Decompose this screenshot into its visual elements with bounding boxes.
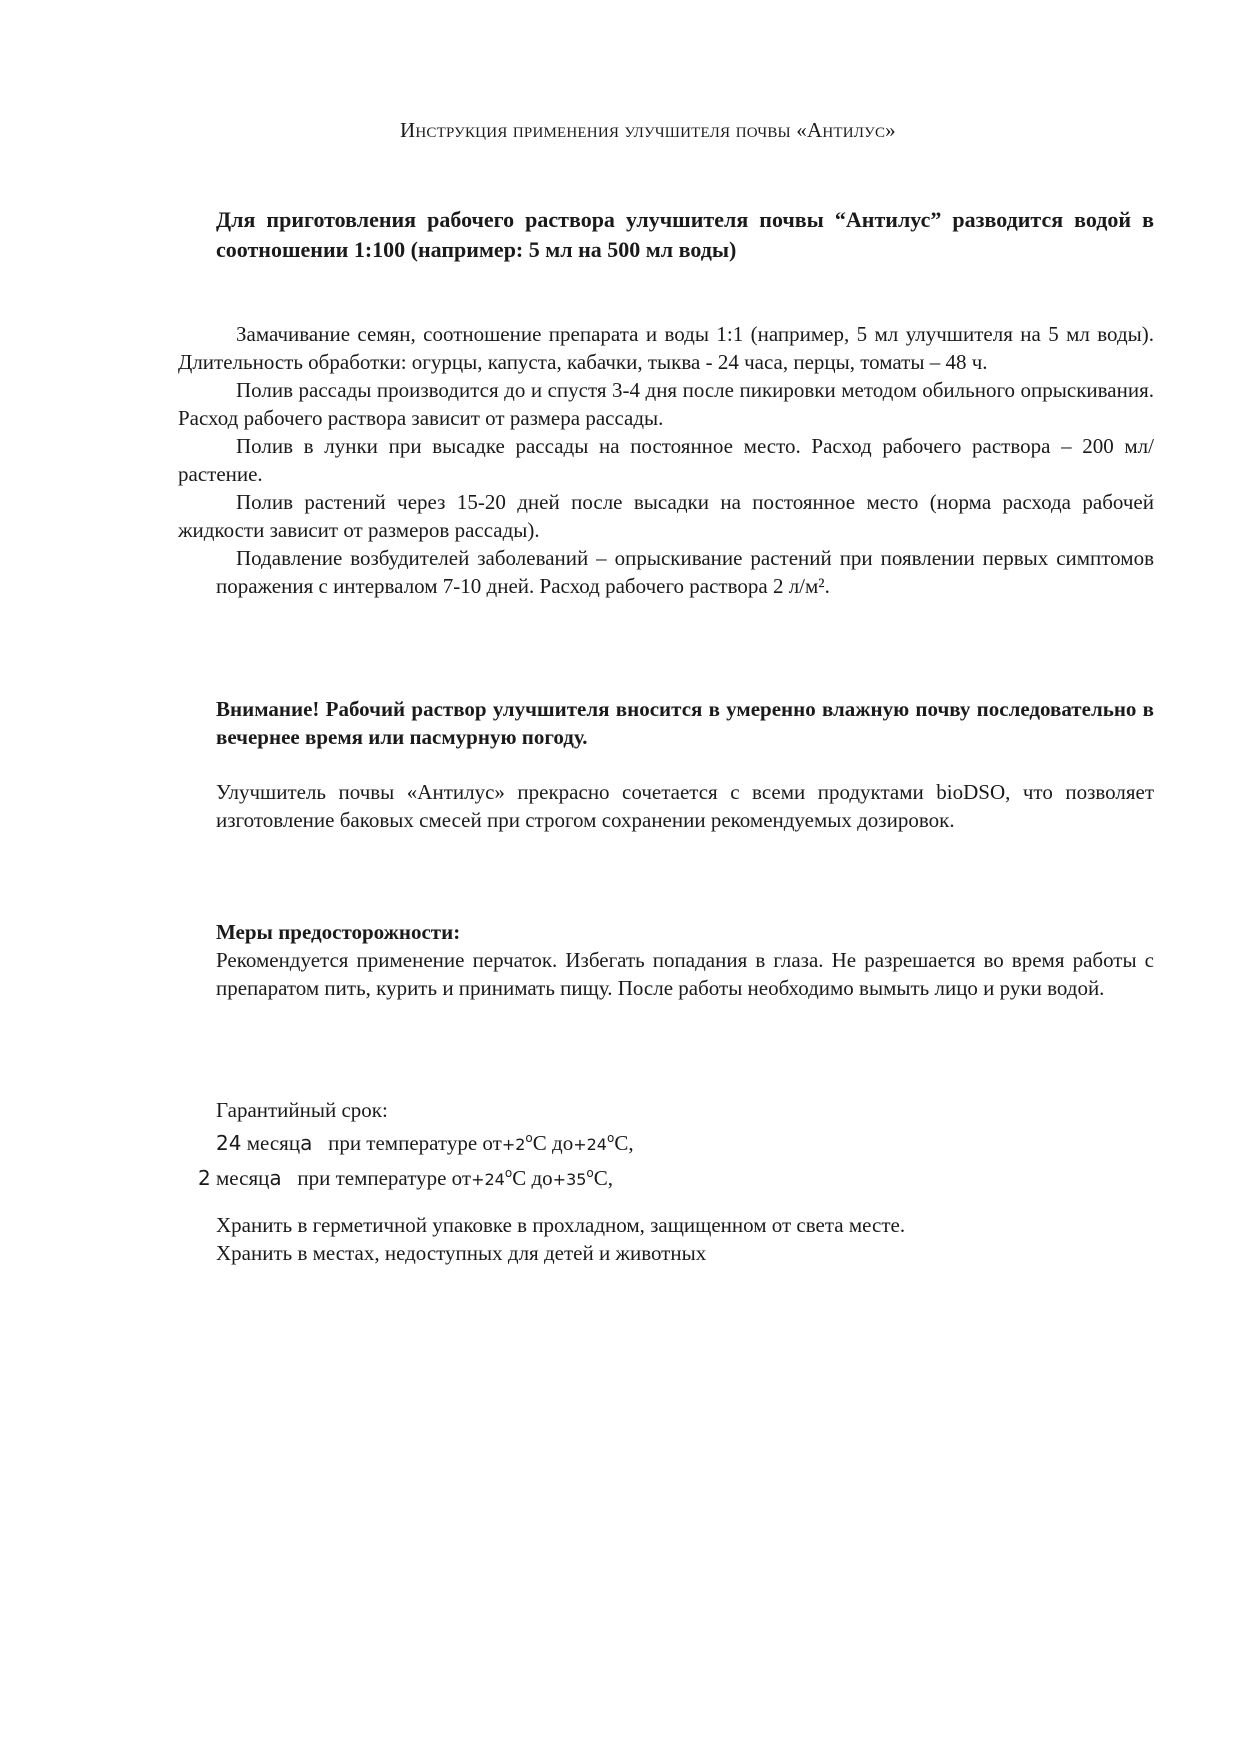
warranty-line-1: 24 месяца при температуре $от+2^oС$ $до+24^oС$, bbox=[216, 1131, 634, 1155]
warranty-heading: Гарантийный срок: bbox=[216, 1098, 388, 1122]
dilution-instruction: Для приготовления рабочего раствора улучшителя почвы “Антилус” разводится водой в соотношении 1:100 (например: 5 мл на 500 мл воды) bbox=[216, 207, 1154, 262]
warranty-line-2: 2 месяца при температуре $от+24^oС$ $до+35^oС$, bbox=[198, 1166, 614, 1190]
precautions-text: Рекомендуется применение перчаток. Избегать попадания в глаза. Не разрешается во время работы с препаратом пить, курить и принимать пищу. После работы необходимо вымыть лицо и руки водой. bbox=[216, 948, 1154, 1000]
usage-item-disease-suppression: Подавление возбудителей заболеваний – опрыскивание растений при появлении первых симптомов поражения с интервалом 7-10 дней. Расход рабочего раствора 2 л/м². bbox=[216, 546, 1154, 598]
usage-section bbox=[178, 320, 1154, 600]
document-title: Инструкция применения улучшителя почвы «Антилус» bbox=[400, 118, 896, 142]
usage-item-seed-soaking: Замачивание семян, соотношение препарата и воды 1:1 (например, 5 мл улучшителя на 5 мл воды). Длительность обработки: огурцы, капуста, кабачки, тыква - 24 часа, перцы, томаты – 48 ч. bbox=[178, 322, 1154, 374]
compatibility-paragraph: Улучшитель почвы «Антилус» прекрасно сочетается с всеми продуктами bioDSO, что позволяет изготовление баковых смесей при строгом сохранении рекомендуемых дозировок. bbox=[216, 780, 1154, 832]
usage-item-hole-watering: Полив в лунки при высадке рассады на постоянное место. Расход рабочего раствора – 200 мл/растение. bbox=[178, 434, 1154, 486]
precautions-section bbox=[216, 918, 1154, 1002]
storage-line-2: Хранить в местах, недоступных для детей и животных bbox=[216, 1241, 707, 1265]
warranty-section bbox=[198, 1096, 1154, 1194]
storage-line-1: Хранить в герметичной упаковке в прохладном, защищенном от света месте. bbox=[216, 1213, 906, 1237]
usage-item-seedling-watering: Полив рассады производится до и спустя 3-4 дня после пикировки методом обильного опрыскивания. Расход рабочего раствора зависит от размера рассады. bbox=[178, 378, 1154, 430]
usage-item-plant-watering: Полив растений через 15-20 дней после высадки на постоянное место (норма расхода рабочей жидкости зависит от размеров рассады). bbox=[178, 490, 1154, 542]
warning-paragraph: Внимание! Рабочий раствор улучшителя вносится в умеренно влажную почву последовательно в вечернее время или пасмурную погоду. bbox=[216, 697, 1154, 749]
precautions-heading: Меры предосторожности: bbox=[216, 920, 461, 944]
storage-section bbox=[216, 1211, 1154, 1267]
